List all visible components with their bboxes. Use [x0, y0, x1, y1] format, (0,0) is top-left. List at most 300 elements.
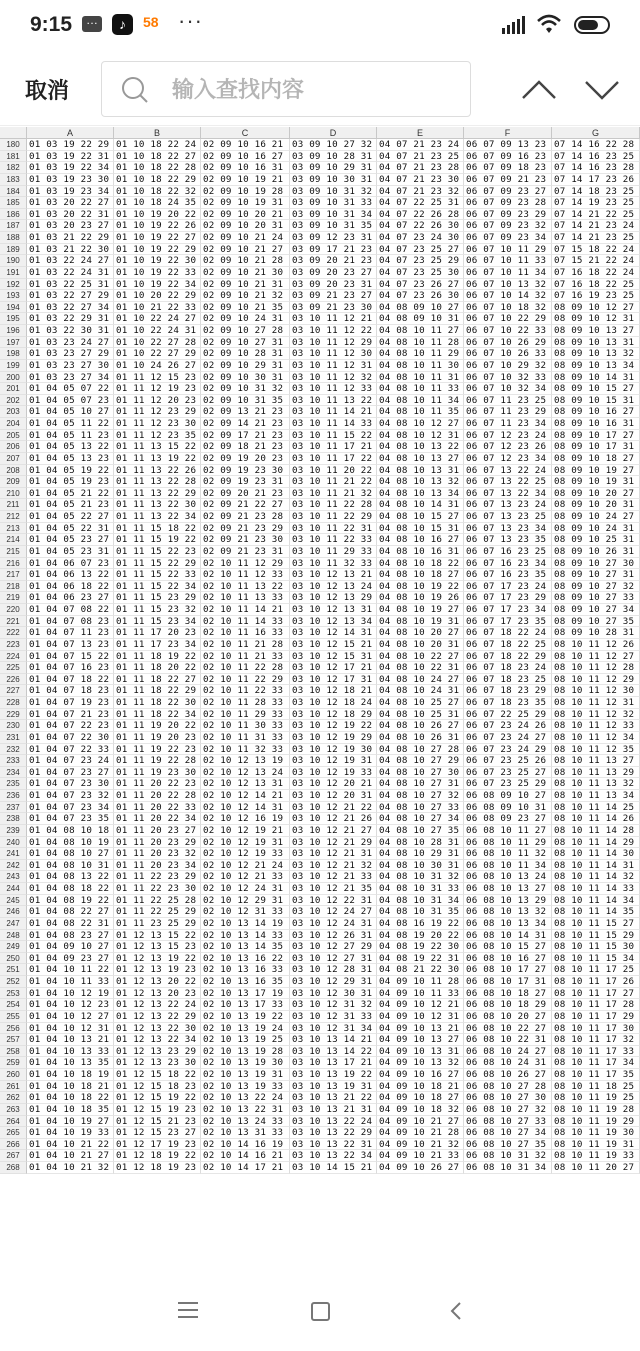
table-cell[interactable]: 04 08 10 13 34	[377, 488, 464, 500]
table-cell[interactable]: 07 14 16 23 25	[552, 151, 640, 163]
table-cell[interactable]: 03 10 11 12 21	[290, 313, 377, 325]
table-cell[interactable]: 03 10 12 13 24	[290, 581, 377, 593]
table-cell[interactable]: 06 07 22 25 29	[464, 709, 552, 721]
table-cell[interactable]: 01 04 10 21 32	[27, 1162, 114, 1174]
table-cell[interactable]: 04 07 23 25 29	[377, 255, 464, 267]
table-cell[interactable]: 01 10 22 27 28	[114, 337, 201, 349]
table-cell[interactable]: 04 08 09 10 31	[377, 313, 464, 325]
table-cell[interactable]: 01 11 18 20 22	[114, 662, 201, 674]
table-cell[interactable]: 02 10 11 14 21	[201, 604, 290, 616]
table-cell[interactable]: 01 04 08 10 27	[27, 848, 114, 860]
table-cell[interactable]: 01 03 21 22 29	[27, 232, 114, 244]
table-cell[interactable]: 01 11 15 19 22	[114, 534, 201, 546]
row-number[interactable]: 252	[0, 976, 27, 988]
table-cell[interactable]: 01 10 22 24 27	[114, 313, 201, 325]
table-cell[interactable]: 01 04 05 13 22	[27, 441, 114, 453]
row-number[interactable]: 195	[0, 313, 27, 325]
table-cell[interactable]: 03 10 12 30 31	[290, 988, 377, 1000]
table-cell[interactable]: 01 04 10 12 23	[27, 999, 114, 1011]
table-cell[interactable]: 02 10 11 14 33	[201, 616, 290, 628]
table-cell[interactable]: 02 09 10 19 21	[201, 174, 290, 186]
column-header-e[interactable]: E	[377, 127, 464, 139]
table-cell[interactable]: 06 07 10 29 32	[464, 360, 552, 372]
row-number[interactable]: 250	[0, 953, 27, 965]
table-cell[interactable]: 04 08 21 22 30	[377, 964, 464, 976]
table-cell[interactable]: 04 08 10 11 34	[377, 395, 464, 407]
table-cell[interactable]: 02 09 10 31 32	[201, 383, 290, 395]
table-cell[interactable]: 02 09 21 23 29	[201, 523, 290, 535]
table-cell[interactable]: 03 10 12 21 32	[290, 860, 377, 872]
table-cell[interactable]: 03 10 12 18 21	[290, 685, 377, 697]
row-number[interactable]: 265	[0, 1127, 27, 1139]
row-number[interactable]: 253	[0, 988, 27, 1000]
table-cell[interactable]: 02 09 17 21 23	[201, 430, 290, 442]
table-cell[interactable]: 08 09 10 27 30	[552, 558, 640, 570]
table-cell[interactable]: 04 08 10 11 33	[377, 383, 464, 395]
table-cell[interactable]: 01 11 20 22 28	[114, 790, 201, 802]
table-cell[interactable]: 07 14 17 23 26	[552, 174, 640, 186]
table-cell[interactable]: 01 03 19 22 31	[27, 151, 114, 163]
table-cell[interactable]: 06 07 10 32 34	[464, 383, 552, 395]
row-number[interactable]: 185	[0, 197, 27, 209]
table-cell[interactable]: 03 10 11 12 30	[290, 348, 377, 360]
table-cell[interactable]: 03 10 12 27 31	[290, 953, 377, 965]
row-number[interactable]: 234	[0, 767, 27, 779]
table-cell[interactable]: 01 10 20 22 29	[114, 290, 201, 302]
table-cell[interactable]: 01 11 13 15 22	[114, 441, 201, 453]
table-cell[interactable]: 03 09 12 23 31	[290, 232, 377, 244]
table-cell[interactable]: 01 04 10 12 31	[27, 1023, 114, 1035]
table-cell[interactable]: 01 11 18 19 22	[114, 651, 201, 663]
table-cell[interactable]: 02 09 14 21 23	[201, 418, 290, 430]
table-cell[interactable]: 06 08 10 24 31	[464, 1057, 552, 1069]
table-cell[interactable]: 03 09 20 21 23	[290, 255, 377, 267]
table-cell[interactable]: 06 07 09 23 28	[464, 197, 552, 209]
row-number[interactable]: 261	[0, 1081, 27, 1093]
table-cell[interactable]: 01 11 20 23 32	[114, 848, 201, 860]
table-cell[interactable]: 01 04 10 18 21	[27, 1081, 114, 1093]
table-cell[interactable]: 01 10 18 22 24	[114, 139, 201, 151]
table-cell[interactable]: 04 08 10 11 30	[377, 360, 464, 372]
table-cell[interactable]: 07 15 18 22 24	[552, 244, 640, 256]
table-cell[interactable]: 06 08 10 11 27	[464, 825, 552, 837]
table-cell[interactable]: 03 10 12 27 29	[290, 941, 377, 953]
row-number[interactable]: 210	[0, 488, 27, 500]
table-cell[interactable]: 03 09 10 31 34	[290, 209, 377, 221]
table-cell[interactable]: 04 08 10 15 27	[377, 511, 464, 523]
table-cell[interactable]: 02 10 13 24 33	[201, 1116, 290, 1128]
table-cell[interactable]: 02 09 21 23 28	[201, 511, 290, 523]
table-cell[interactable]: 04 08 10 11 35	[377, 406, 464, 418]
row-number[interactable]: 240	[0, 837, 27, 849]
table-cell[interactable]: 08 10 11 12 30	[552, 685, 640, 697]
table-cell[interactable]: 08 10 11 15 29	[552, 930, 640, 942]
table-cell[interactable]: 03 09 10 27 32	[290, 139, 377, 151]
table-cell[interactable]: 03 10 13 19 31	[290, 1081, 377, 1093]
table-cell[interactable]: 01 11 13 22 30	[114, 499, 201, 511]
row-number[interactable]: 197	[0, 337, 27, 349]
row-number[interactable]: 244	[0, 883, 27, 895]
table-cell[interactable]: 03 10 13 22 31	[290, 1139, 377, 1151]
table-cell[interactable]: 01 04 10 21 27	[27, 1150, 114, 1162]
table-cell[interactable]: 06 07 10 13 32	[464, 279, 552, 291]
table-cell[interactable]: 04 07 23 25 27	[377, 244, 464, 256]
row-number[interactable]: 191	[0, 267, 27, 279]
table-cell[interactable]: 03 10 12 24 31	[290, 918, 377, 930]
table-cell[interactable]: 02 09 10 21 27	[201, 244, 290, 256]
row-number[interactable]: 267	[0, 1150, 27, 1162]
table-cell[interactable]: 06 07 10 11 33	[464, 255, 552, 267]
table-cell[interactable]: 02 10 11 16 33	[201, 627, 290, 639]
table-cell[interactable]: 04 08 10 16 27	[377, 534, 464, 546]
table-cell[interactable]: 02 10 13 19 33	[201, 1081, 290, 1093]
table-cell[interactable]: 02 10 13 19 22	[201, 1011, 290, 1023]
table-cell[interactable]: 04 08 10 18 27	[377, 569, 464, 581]
row-number[interactable]: 228	[0, 697, 27, 709]
table-cell[interactable]: 01 12 15 18 23	[114, 1081, 201, 1093]
table-cell[interactable]: 08 09 10 27 34	[552, 604, 640, 616]
table-cell[interactable]: 06 07 10 14 32	[464, 290, 552, 302]
row-number[interactable]: 263	[0, 1104, 27, 1116]
table-cell[interactable]: 04 09 10 21 27	[377, 1116, 464, 1128]
table-cell[interactable]: 01 03 19 23 30	[27, 174, 114, 186]
table-cell[interactable]: 06 07 13 22 24	[464, 465, 552, 477]
table-cell[interactable]: 06 08 10 15 27	[464, 941, 552, 953]
table-cell[interactable]: 04 08 10 27 35	[377, 825, 464, 837]
table-cell[interactable]: 06 07 11 23 29	[464, 406, 552, 418]
table-cell[interactable]: 01 04 07 16 23	[27, 662, 114, 674]
table-cell[interactable]: 01 04 05 11 22	[27, 418, 114, 430]
table-cell[interactable]: 03 10 13 22 34	[290, 1150, 377, 1162]
table-cell[interactable]: 04 09 10 13 32	[377, 1057, 464, 1069]
table-cell[interactable]: 08 10 11 13 34	[552, 790, 640, 802]
table-cell[interactable]: 08 10 11 17 35	[552, 1069, 640, 1081]
table-cell[interactable]: 01 04 10 12 27	[27, 1011, 114, 1023]
table-cell[interactable]: 03 10 12 21 26	[290, 813, 377, 825]
row-number[interactable]: 237	[0, 802, 27, 814]
table-cell[interactable]: 06 08 10 17 27	[464, 964, 552, 976]
table-cell[interactable]: 01 04 07 22 30	[27, 732, 114, 744]
table-cell[interactable]: 01 10 21 22 33	[114, 302, 201, 314]
row-number[interactable]: 224	[0, 651, 27, 663]
table-cell[interactable]: 01 04 07 08 22	[27, 604, 114, 616]
table-cell[interactable]: 04 08 10 30 31	[377, 860, 464, 872]
table-cell[interactable]: 03 10 11 13 22	[290, 395, 377, 407]
cancel-button[interactable]: 取消	[25, 74, 69, 105]
row-number[interactable]: 231	[0, 732, 27, 744]
table-cell[interactable]: 03 10 12 21 27	[290, 825, 377, 837]
table-cell[interactable]: 03 10 13 19 22	[290, 1069, 377, 1081]
table-cell[interactable]: 01 04 05 21 23	[27, 499, 114, 511]
row-number[interactable]: 214	[0, 534, 27, 546]
table-cell[interactable]: 08 10 11 12 33	[552, 720, 640, 732]
table-cell[interactable]: 03 10 11 14 21	[290, 406, 377, 418]
table-cell[interactable]: 04 08 10 19 27	[377, 604, 464, 616]
table-cell[interactable]: 06 08 10 20 27	[464, 1011, 552, 1023]
table-cell[interactable]: 01 10 19 22 30	[114, 255, 201, 267]
table-cell[interactable]: 04 08 10 27 29	[377, 755, 464, 767]
table-cell[interactable]: 04 08 10 11 28	[377, 337, 464, 349]
table-cell[interactable]: 06 07 10 11 34	[464, 267, 552, 279]
table-cell[interactable]: 04 09 10 18 21	[377, 1081, 464, 1093]
table-cell[interactable]: 01 03 20 23 27	[27, 220, 114, 232]
row-number[interactable]: 204	[0, 418, 27, 430]
table-cell[interactable]: 03 10 12 28 31	[290, 964, 377, 976]
row-number[interactable]: 211	[0, 499, 27, 511]
table-cell[interactable]: 01 03 23 24 27	[27, 337, 114, 349]
table-cell[interactable]: 01 03 19 23 34	[27, 186, 114, 198]
table-cell[interactable]: 06 07 18 23 25	[464, 674, 552, 686]
table-cell[interactable]: 06 07 23 24 26	[464, 720, 552, 732]
table-cell[interactable]: 03 10 11 12 29	[290, 337, 377, 349]
table-cell[interactable]: 01 10 18 24 35	[114, 197, 201, 209]
table-cell[interactable]: 02 10 11 28 33	[201, 697, 290, 709]
table-cell[interactable]: 02 10 13 14 35	[201, 941, 290, 953]
table-cell[interactable]: 06 07 18 22 24	[464, 627, 552, 639]
table-cell[interactable]: 08 10 11 19 25	[552, 1092, 640, 1104]
table-cell[interactable]: 08 09 10 28 31	[552, 627, 640, 639]
table-cell[interactable]: 01 03 21 22 30	[27, 244, 114, 256]
table-cell[interactable]: 01 04 08 10 31	[27, 860, 114, 872]
table-cell[interactable]: 01 04 07 22 33	[27, 744, 114, 756]
table-cell[interactable]: 04 08 10 14 31	[377, 499, 464, 511]
row-number[interactable]: 218	[0, 581, 27, 593]
table-cell[interactable]: 08 10 11 15 30	[552, 941, 640, 953]
table-cell[interactable]: 04 08 10 13 27	[377, 453, 464, 465]
table-cell[interactable]: 04 07 21 23 30	[377, 174, 464, 186]
table-cell[interactable]: 01 11 13 19 22	[114, 453, 201, 465]
table-cell[interactable]: 06 07 18 23 24	[464, 662, 552, 674]
table-cell[interactable]: 06 08 10 13 24	[464, 871, 552, 883]
table-cell[interactable]: 08 09 10 19 31	[552, 476, 640, 488]
table-cell[interactable]: 02 09 21 22 27	[201, 499, 290, 511]
table-cell[interactable]: 01 10 24 26 27	[114, 360, 201, 372]
table-cell[interactable]: 01 11 12 23 29	[114, 406, 201, 418]
table-cell[interactable]: 04 08 10 19 26	[377, 592, 464, 604]
table-cell[interactable]: 01 11 19 22 28	[114, 755, 201, 767]
table-cell[interactable]: 01 10 22 24 31	[114, 325, 201, 337]
table-cell[interactable]: 03 10 12 13 34	[290, 616, 377, 628]
table-cell[interactable]: 03 09 10 28 31	[290, 151, 377, 163]
table-cell[interactable]: 06 07 18 23 35	[464, 697, 552, 709]
table-cell[interactable]: 08 10 11 17 28	[552, 999, 640, 1011]
row-number[interactable]: 227	[0, 685, 27, 697]
table-cell[interactable]: 04 08 10 22 31	[377, 662, 464, 674]
table-cell[interactable]: 02 09 19 20 23	[201, 453, 290, 465]
table-cell[interactable]: 04 08 10 20 27	[377, 627, 464, 639]
row-number[interactable]: 206	[0, 441, 27, 453]
table-cell[interactable]: 03 10 12 14 31	[290, 627, 377, 639]
row-number[interactable]: 248	[0, 930, 27, 942]
table-cell[interactable]: 02 09 10 21 31	[201, 279, 290, 291]
table-cell[interactable]: 02 09 18 21 23	[201, 441, 290, 453]
back-icon[interactable]	[446, 1301, 466, 1321]
table-cell[interactable]: 03 10 11 17 22	[290, 453, 377, 465]
table-cell[interactable]: 08 09 10 13 27	[552, 325, 640, 337]
table-cell[interactable]: 01 11 17 23 34	[114, 639, 201, 651]
table-cell[interactable]: 08 10 11 12 29	[552, 674, 640, 686]
table-cell[interactable]: 08 10 11 13 29	[552, 767, 640, 779]
table-cell[interactable]: 08 10 11 14 25	[552, 802, 640, 814]
table-cell[interactable]: 04 09 10 13 31	[377, 1046, 464, 1058]
table-cell[interactable]: 02 10 11 13 22	[201, 581, 290, 593]
table-cell[interactable]: 06 07 10 18 32	[464, 302, 552, 314]
table-cell[interactable]: 08 10 11 15 27	[552, 918, 640, 930]
table-cell[interactable]: 02 09 19 23 31	[201, 476, 290, 488]
table-cell[interactable]: 03 10 12 21 31	[290, 848, 377, 860]
table-cell[interactable]: 06 07 13 23 35	[464, 534, 552, 546]
table-cell[interactable]: 01 04 09 10 27	[27, 941, 114, 953]
table-cell[interactable]: 01 12 13 22 24	[114, 999, 201, 1011]
table-cell[interactable]: 02 10 13 16 33	[201, 964, 290, 976]
row-number[interactable]: 264	[0, 1116, 27, 1128]
table-cell[interactable]: 08 10 11 14 34	[552, 895, 640, 907]
table-cell[interactable]: 06 07 16 23 35	[464, 569, 552, 581]
table-cell[interactable]: 02 10 12 19 31	[201, 837, 290, 849]
table-cell[interactable]: 02 10 13 16 35	[201, 976, 290, 988]
table-cell[interactable]: 01 04 05 21 22	[27, 488, 114, 500]
table-cell[interactable]: 04 07 21 23 24	[377, 139, 464, 151]
row-number[interactable]: 229	[0, 709, 27, 721]
table-cell[interactable]: 06 07 09 23 29	[464, 209, 552, 221]
table-cell[interactable]: 01 10 18 22 28	[114, 162, 201, 174]
table-cell[interactable]: 08 09 10 12 31	[552, 313, 640, 325]
table-cell[interactable]: 04 07 23 26 30	[377, 290, 464, 302]
table-cell[interactable]: 01 11 22 23 30	[114, 883, 201, 895]
row-number[interactable]: 209	[0, 476, 27, 488]
table-cell[interactable]: 02 10 14 16 19	[201, 1139, 290, 1151]
table-cell[interactable]: 06 07 23 25 26	[464, 755, 552, 767]
table-cell[interactable]: 01 04 10 18 19	[27, 1069, 114, 1081]
table-cell[interactable]: 04 08 10 27 31	[377, 778, 464, 790]
table-cell[interactable]: 01 10 19 20 22	[114, 209, 201, 221]
table-cell[interactable]: 01 04 07 19 23	[27, 697, 114, 709]
table-cell[interactable]: 01 12 13 23 29	[114, 1046, 201, 1058]
table-cell[interactable]: 08 10 11 17 33	[552, 1046, 640, 1058]
table-cell[interactable]: 01 11 20 22 23	[114, 778, 201, 790]
table-cell[interactable]: 04 08 10 18 22	[377, 558, 464, 570]
table-cell[interactable]: 01 12 13 15 23	[114, 941, 201, 953]
table-cell[interactable]: 06 08 10 31 32	[464, 1150, 552, 1162]
table-cell[interactable]: 04 08 10 11 29	[377, 348, 464, 360]
table-cell[interactable]: 04 08 10 24 27	[377, 674, 464, 686]
table-cell[interactable]: 01 04 07 23 30	[27, 778, 114, 790]
table-cell[interactable]: 02 10 13 14 19	[201, 918, 290, 930]
table-cell[interactable]: 04 08 10 13 32	[377, 476, 464, 488]
table-cell[interactable]: 01 10 22 27 29	[114, 348, 201, 360]
table-cell[interactable]: 04 09 10 11 28	[377, 976, 464, 988]
table-cell[interactable]: 01 11 15 23 32	[114, 604, 201, 616]
table-cell[interactable]: 06 07 09 23 34	[464, 232, 552, 244]
row-number[interactable]: 203	[0, 406, 27, 418]
table-cell[interactable]: 03 10 11 32 33	[290, 558, 377, 570]
table-cell[interactable]: 08 09 10 15 31	[552, 395, 640, 407]
table-cell[interactable]: 02 10 11 13 33	[201, 592, 290, 604]
row-number[interactable]: 202	[0, 395, 27, 407]
table-cell[interactable]: 03 10 12 21 22	[290, 802, 377, 814]
table-cell[interactable]: 01 04 07 08 23	[27, 616, 114, 628]
table-cell[interactable]: 01 04 10 18 35	[27, 1104, 114, 1116]
row-number[interactable]: 225	[0, 662, 27, 674]
home-icon[interactable]	[311, 1302, 330, 1321]
table-cell[interactable]: 06 07 23 24 27	[464, 732, 552, 744]
table-cell[interactable]: 04 09 10 21 32	[377, 1139, 464, 1151]
table-cell[interactable]: 07 16 19 23 25	[552, 290, 640, 302]
table-cell[interactable]: 06 08 10 18 27	[464, 988, 552, 1000]
table-cell[interactable]: 06 07 13 23 25	[464, 511, 552, 523]
table-cell[interactable]: 01 11 15 22 34	[114, 581, 201, 593]
table-cell[interactable]: 07 14 16 23 28	[552, 162, 640, 174]
table-cell[interactable]: 03 10 12 29 31	[290, 976, 377, 988]
table-cell[interactable]: 02 09 10 19 31	[201, 197, 290, 209]
table-cell[interactable]: 06 07 09 16 23	[464, 151, 552, 163]
table-cell[interactable]: 02 10 13 19 24	[201, 1023, 290, 1035]
table-cell[interactable]: 01 12 13 20 22	[114, 976, 201, 988]
table-cell[interactable]: 06 08 10 22 31	[464, 1034, 552, 1046]
table-cell[interactable]: 04 08 10 31 33	[377, 883, 464, 895]
table-cell[interactable]: 02 09 10 29 31	[201, 360, 290, 372]
row-number[interactable]: 260	[0, 1069, 27, 1081]
table-cell[interactable]: 08 09 10 26 31	[552, 546, 640, 558]
table-cell[interactable]: 08 10 11 14 29	[552, 837, 640, 849]
table-cell[interactable]: 03 09 10 31 32	[290, 186, 377, 198]
table-cell[interactable]: 03 10 11 22 29	[290, 511, 377, 523]
table-cell[interactable]: 06 08 10 31 34	[464, 1162, 552, 1174]
table-cell[interactable]: 02 09 10 21 30	[201, 267, 290, 279]
table-cell[interactable]: 08 09 10 14 31	[552, 372, 640, 384]
table-cell[interactable]: 04 08 19 22 31	[377, 953, 464, 965]
table-cell[interactable]: 04 08 10 11 27	[377, 325, 464, 337]
table-cell[interactable]: 01 12 13 23 30	[114, 1057, 201, 1069]
table-cell[interactable]: 02 10 12 19 21	[201, 825, 290, 837]
table-cell[interactable]: 04 08 10 19 22	[377, 581, 464, 593]
table-cell[interactable]: 06 08 10 17 31	[464, 976, 552, 988]
table-cell[interactable]: 08 09 10 16 27	[552, 406, 640, 418]
table-cell[interactable]: 03 10 12 31 34	[290, 1023, 377, 1035]
table-cell[interactable]: 04 08 10 13 22	[377, 441, 464, 453]
table-cell[interactable]: 03 09 10 31 35	[290, 220, 377, 232]
table-cell[interactable]: 04 08 19 20 22	[377, 930, 464, 942]
table-cell[interactable]: 03 10 12 19 29	[290, 732, 377, 744]
row-number[interactable]: 241	[0, 848, 27, 860]
table-cell[interactable]: 04 09 10 18 27	[377, 1092, 464, 1104]
table-cell[interactable]: 01 04 05 19 22	[27, 465, 114, 477]
chevron-up-icon[interactable]	[519, 72, 559, 106]
table-cell[interactable]: 08 09 10 13 31	[552, 337, 640, 349]
row-number[interactable]: 184	[0, 186, 27, 198]
row-number[interactable]: 216	[0, 558, 27, 570]
table-cell[interactable]: 04 08 10 31 35	[377, 906, 464, 918]
row-number[interactable]: 268	[0, 1162, 27, 1174]
table-cell[interactable]: 04 08 10 16 31	[377, 546, 464, 558]
table-cell[interactable]: 06 07 09 23 32	[464, 220, 552, 232]
table-cell[interactable]: 06 07 10 26 33	[464, 348, 552, 360]
row-number[interactable]: 208	[0, 465, 27, 477]
row-number[interactable]: 243	[0, 871, 27, 883]
table-cell[interactable]: 04 08 10 27 30	[377, 767, 464, 779]
table-cell[interactable]: 01 11 15 22 23	[114, 546, 201, 558]
table-cell[interactable]: 02 10 12 21 33	[201, 871, 290, 883]
table-cell[interactable]: 06 07 10 32 33	[464, 372, 552, 384]
table-cell[interactable]: 08 09 10 27 33	[552, 592, 640, 604]
table-cell[interactable]: 04 08 10 20 31	[377, 639, 464, 651]
table-cell[interactable]: 04 07 23 24 30	[377, 232, 464, 244]
table-cell[interactable]: 02 10 12 31 33	[201, 906, 290, 918]
table-cell[interactable]: 06 07 13 22 25	[464, 476, 552, 488]
table-cell[interactable]: 02 09 10 19 28	[201, 186, 290, 198]
table-cell[interactable]: 04 08 10 22 27	[377, 651, 464, 663]
table-cell[interactable]: 04 08 10 25 27	[377, 697, 464, 709]
